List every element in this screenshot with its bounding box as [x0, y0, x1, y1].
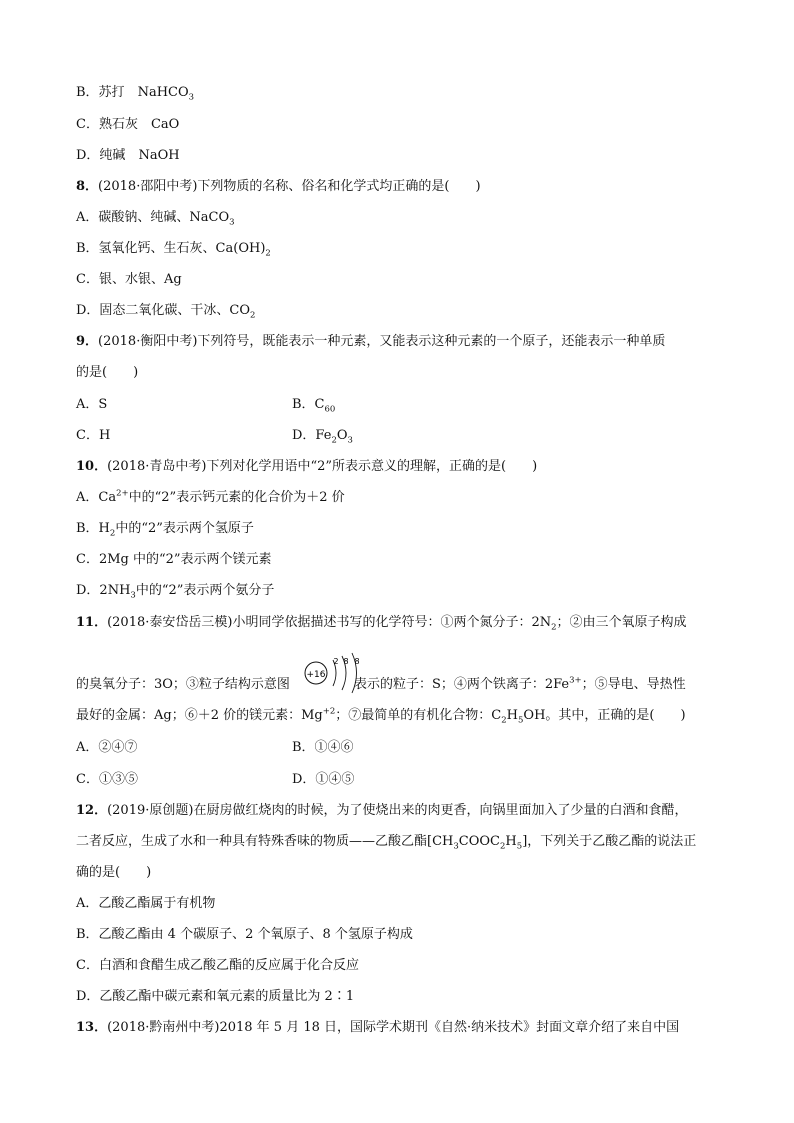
q8-option-a: A．碳酸钠、纯碱、NaCO$_3$: [76, 210, 235, 228]
q11-options-row2: [76, 771, 355, 789]
q9-option-b: B．$C_{60}$: [292, 397, 336, 415]
q9-stem-line2: 的是( ): [76, 365, 139, 380]
q10-option-b: B．$H_2$中的“2”表示两个氢原子: [76, 521, 254, 539]
q9-options-row2: [76, 427, 353, 446]
q12-option-c: C．白酒和食醋生成乙酸乙酯的反应属于化合反应: [76, 958, 359, 973]
q8-stem: 8．(2018·邵阳中考)下列物质的名称、俗名和化学式均正确的是( ): [76, 179, 481, 194]
q13-stem: 13．(2018·黔南州中考)2018 年 5 月 18 日，国际学术期刊《自然·纳米技术》封面文章介绍了来自中国: [76, 1020, 680, 1035]
q12-option-a: A．乙酸乙酯属于有机物: [76, 896, 216, 911]
shell-1-electrons: 2: [333, 657, 339, 666]
q11-stem-line3: 最好的金属：Ag；⑥＋2 价的镁元素：$Mg^{+2}$；⑦最简单的有机化合物：$C_2H_5OH$。其中，正确的是( ): [76, 706, 686, 726]
q8-option-c: C．银、水银、Ag: [76, 272, 182, 287]
q12-stem-line1: 12．(2019·原创题)在厨房做红烧肉的时候，为了使烧出来的肉更香，向锅里面加入了少量的白酒和食醋，: [76, 803, 688, 818]
q12-stem-line3: 确的是( ): [76, 865, 152, 880]
q11-option-a: A．②④⑦: [76, 740, 138, 755]
q11-option-d: D．①④⑤: [292, 772, 355, 787]
q9-option-d: D．$Fe_2O_3$: [292, 428, 353, 446]
q10-option-a: A．$Ca^{2+}$中的“2”表示钙元素的化合价为＋2 价: [76, 488, 345, 505]
shell-3-electrons: 8: [354, 657, 360, 666]
q9-options-row1: [76, 396, 336, 415]
q12-stem-line2: 二者反应，生成了水和一种具有特殊香味的物质——乙酸乙酯$[CH_3COOC_2H_5]$，下列关于乙酸乙酯的说法正: [76, 834, 697, 852]
q11-stem-line2: 的臭氧分子：3O；③粒子结构示意图 表示的粒子：S；④两个铁离子：$2Fe^{3+}$；⑤导电、导热性: [76, 675, 686, 692]
q8-option-b: B．氢氧化钙、生石灰、$Ca(OH)_2$: [76, 241, 271, 259]
q8-option-d: D．固态二氧化碳、干冰、$CO_2$: [76, 303, 256, 321]
q7-option-c: C．熟石灰 CaO: [76, 117, 180, 132]
q10-option-c: C．2Mg 中的“2”表示两个镁元素: [76, 552, 272, 567]
q11-stem-line1: 11．(2018·泰安岱岳三模)小明同学依据描述书写的化学符号：①两个氮分子：$2N_2$；②由三个氧原子构成: [76, 615, 687, 633]
q10-option-d: D．$2NH_3$中的“2”表示两个氨分子: [76, 583, 275, 601]
q7-option-d: D．纯碱 NaOH: [76, 148, 180, 163]
q10-stem: 10．(2018·青岛中考)下列对化学用语中“2”所表示意义的理解，正确的是( ): [76, 459, 538, 474]
q11-options-row1: [76, 739, 354, 757]
q12-option-b: B．乙酸乙酯由 4 个碳原子、2 个氧原子、8 个氢原子构成: [76, 927, 413, 942]
q11-option-b: B．①④⑥: [292, 740, 354, 755]
q9-option-c: C．H: [76, 428, 111, 443]
q12-option-d: D．乙酸乙酯中碳元素和氧元素的质量比为 2∶1: [76, 989, 355, 1004]
q9-stem-line1: 9．(2018·衡阳中考)下列符号，既能表示一种元素，又能表示这种元素的一个原子，还能表示一种单质: [76, 334, 666, 349]
q9-option-a: A．S: [76, 397, 108, 412]
q11-option-c: C．①③⑤: [76, 772, 138, 787]
q7-option-b: B．苏打 NaHCO$_3$: [76, 85, 195, 103]
shell-2-electrons: 8: [343, 657, 349, 666]
nucleus-charge: +16: [306, 670, 326, 680]
